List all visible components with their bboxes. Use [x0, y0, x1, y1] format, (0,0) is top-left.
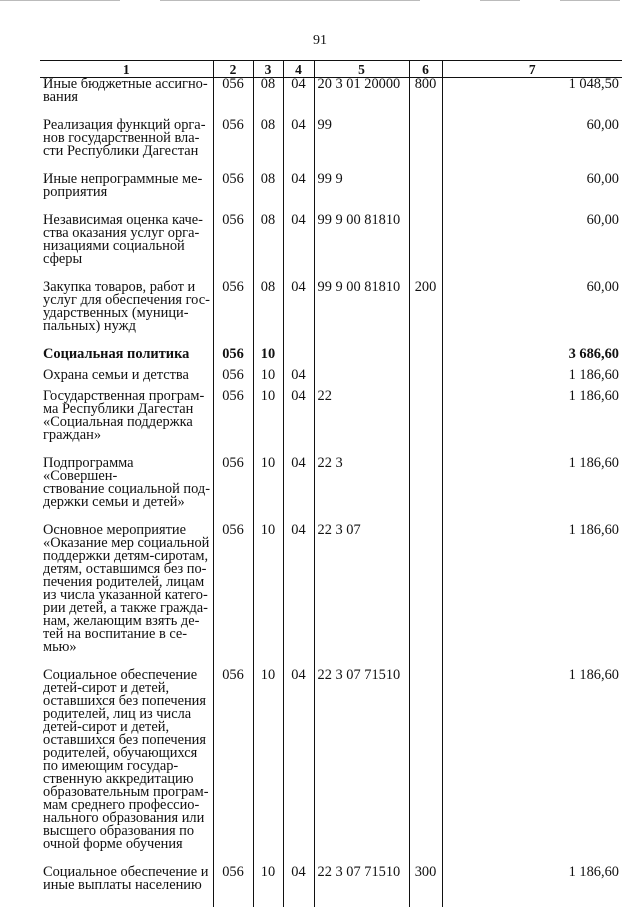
cell-subsection-code: 04 — [283, 524, 314, 669]
cell-name-line: пальных) нужд — [43, 320, 211, 333]
cell-amount: 1 186,60 — [442, 369, 622, 390]
table-row — [40, 78, 622, 120]
cell-target-article: 22 3 07 71510 — [314, 866, 409, 907]
cell-target-article: 22 3 07 71510 — [314, 669, 409, 866]
table-row — [40, 669, 622, 866]
table-row — [40, 119, 622, 173]
cell-name-line: печения родителей, лицам — [43, 576, 211, 589]
cell-amount: 1 186,60 — [442, 669, 622, 866]
cell-name-line: по имеющим государ- — [43, 760, 211, 773]
budget-table — [40, 60, 622, 907]
cell-name-line: детей-сирот и детей, — [43, 721, 211, 734]
cell-name-line: ма Республики Дагестан — [43, 403, 211, 416]
table-row — [40, 866, 622, 907]
cell-name-line: Основное мероприятие — [43, 524, 211, 537]
cell-section-code: 10 — [253, 524, 283, 669]
cell-ministry-code: 056 — [213, 281, 253, 348]
cell-section-code: 10 — [253, 369, 283, 390]
cell-name-line: Социальное обеспечение и — [43, 866, 211, 879]
cell-target-article: 22 3 — [314, 457, 409, 524]
cell-ministry-code: 056 — [213, 524, 253, 669]
cell-expense-type — [409, 173, 442, 214]
header-col-1: 1 — [40, 61, 213, 78]
cell-name-line: услуг для обеспечения гос- — [43, 294, 211, 307]
cell-name-line: ударственных (муници- — [43, 307, 211, 320]
cell-name-line: Иные бюджетные ассигно- — [43, 78, 211, 91]
header-col-4: 4 — [283, 61, 314, 78]
cell-name-line: роприятия — [43, 186, 211, 199]
cell-amount: 1 186,60 — [442, 390, 622, 457]
cell-section-code: 08 — [253, 78, 283, 120]
cell-section-code: 08 — [253, 173, 283, 214]
cell-name-line: граждан» — [43, 429, 211, 442]
cell-name-line: образовательным програм- — [43, 786, 211, 799]
cell-name — [40, 281, 213, 348]
cell-target-article: 99 — [314, 119, 409, 173]
cell-subsection-code: 04 — [283, 78, 314, 120]
cell-name-line: нам, желающим взять де- — [43, 615, 211, 628]
cell-expense-type — [409, 457, 442, 524]
cell-name — [40, 457, 213, 524]
header-col-7: 7 — [442, 61, 622, 78]
cell-name-line: низациями социальной — [43, 240, 211, 253]
cell-name-line: ственную аккредитацию — [43, 773, 211, 786]
scan-top-edge — [0, 0, 640, 2]
cell-expense-type: 300 — [409, 866, 442, 907]
cell-target-article — [314, 348, 409, 369]
cell-ministry-code: 056 — [213, 78, 253, 120]
cell-name-line: иные выплаты населению — [43, 879, 211, 892]
cell-subsection-code: 04 — [283, 390, 314, 457]
cell-section-code: 10 — [253, 669, 283, 866]
cell-ministry-code: 056 — [213, 457, 253, 524]
table-row — [40, 348, 622, 369]
cell-ministry-code: 056 — [213, 173, 253, 214]
cell-name — [40, 669, 213, 866]
cell-subsection-code — [283, 348, 314, 369]
cell-name-line: поддержки детям-сиротам, — [43, 550, 211, 563]
cell-subsection-code: 04 — [283, 369, 314, 390]
cell-expense-type — [409, 214, 442, 281]
header-col-5: 5 — [314, 61, 409, 78]
cell-name-line: ства оказания услуг орга- — [43, 227, 211, 240]
header-row — [40, 61, 622, 78]
cell-amount: 60,00 — [442, 281, 622, 348]
cell-subsection-code: 04 — [283, 669, 314, 866]
cell-name-line: детям, оставшимся без по- — [43, 563, 211, 576]
cell-name-line: держки семьи и детей» — [43, 496, 211, 509]
cell-amount: 1 186,60 — [442, 524, 622, 669]
cell-ministry-code: 056 — [213, 369, 253, 390]
cell-subsection-code: 04 — [283, 866, 314, 907]
cell-ministry-code: 056 — [213, 866, 253, 907]
header-col-6: 6 — [409, 61, 442, 78]
cell-name — [40, 119, 213, 173]
cell-name-line: Охрана семьи и детства — [43, 369, 211, 382]
cell-ministry-code: 056 — [213, 669, 253, 866]
cell-name — [40, 369, 213, 390]
cell-name-line: Социальное обеспечение — [43, 669, 211, 682]
cell-name-line: оставшихся без попечения — [43, 734, 211, 747]
cell-name-line: очной форме обучения — [43, 838, 211, 851]
cell-name-line: «Оказание мер социальной — [43, 537, 211, 550]
cell-amount: 3 686,60 — [442, 348, 622, 369]
cell-section-code: 08 — [253, 119, 283, 173]
cell-name-line: детей-сирот и детей, — [43, 682, 211, 695]
cell-subsection-code: 04 — [283, 281, 314, 348]
cell-name-line: Иные непрограммные ме- — [43, 173, 211, 186]
cell-name-line: Реализация функций орга- — [43, 119, 211, 132]
cell-name-line: Закупка товаров, работ и — [43, 281, 211, 294]
table-row — [40, 457, 622, 524]
table-body — [40, 78, 622, 907]
cell-name-line: рии детей, а также гражда- — [43, 602, 211, 615]
cell-ministry-code: 056 — [213, 119, 253, 173]
cell-name — [40, 214, 213, 281]
cell-amount: 60,00 — [442, 214, 622, 281]
cell-amount: 1 186,60 — [442, 866, 622, 907]
cell-ministry-code: 056 — [213, 214, 253, 281]
cell-name-line: оставшихся без попечения — [43, 695, 211, 708]
cell-name — [40, 390, 213, 457]
cell-expense-type — [409, 524, 442, 669]
cell-name-line: Социальная политика — [43, 348, 211, 361]
table-row — [40, 369, 622, 390]
cell-target-article: 22 — [314, 390, 409, 457]
cell-name-line: Государственная програм- — [43, 390, 211, 403]
cell-name-line: Подпрограмма «Совершен- — [43, 457, 211, 483]
cell-target-article — [314, 369, 409, 390]
cell-target-article: 22 3 07 — [314, 524, 409, 669]
cell-section-code: 10 — [253, 866, 283, 907]
cell-subsection-code: 04 — [283, 173, 314, 214]
cell-name-line: тей на воспитание в се- — [43, 628, 211, 641]
table-row — [40, 214, 622, 281]
cell-name-line: высшего образования по — [43, 825, 211, 838]
cell-target-article: 99 9 00 81810 — [314, 214, 409, 281]
cell-subsection-code: 04 — [283, 457, 314, 524]
cell-name-line: мам среднего профессио- — [43, 799, 211, 812]
cell-name-line: мью» — [43, 641, 211, 654]
table-row — [40, 524, 622, 669]
cell-section-code: 10 — [253, 348, 283, 369]
header-col-3: 3 — [253, 61, 283, 78]
cell-section-code: 08 — [253, 281, 283, 348]
cell-expense-type — [409, 348, 442, 369]
cell-name-line: нов государственной вла- — [43, 132, 211, 145]
cell-expense-type — [409, 390, 442, 457]
cell-expense-type — [409, 119, 442, 173]
cell-name-line: ствование социальной под- — [43, 483, 211, 496]
cell-section-code: 10 — [253, 457, 283, 524]
table-row — [40, 281, 622, 348]
cell-subsection-code: 04 — [283, 214, 314, 281]
cell-name-line: из числа указанной катего- — [43, 589, 211, 602]
cell-target-article: 20 3 01 20000 — [314, 78, 409, 120]
cell-name — [40, 173, 213, 214]
cell-expense-type: 800 — [409, 78, 442, 120]
cell-name-line: родителей, обучающихся — [43, 747, 211, 760]
header-col-2: 2 — [213, 61, 253, 78]
page-number: 91 — [0, 33, 640, 49]
cell-name-line: «Социальная поддержка — [43, 416, 211, 429]
cell-name-line: родителей, лиц из числа — [43, 708, 211, 721]
cell-name-line: вания — [43, 91, 211, 104]
cell-name — [40, 866, 213, 907]
cell-target-article: 99 9 — [314, 173, 409, 214]
cell-name-line: сти Республики Дагестан — [43, 145, 211, 158]
cell-section-code: 08 — [253, 214, 283, 281]
cell-amount: 1 186,60 — [442, 457, 622, 524]
cell-ministry-code: 056 — [213, 348, 253, 369]
cell-name-line: Независимая оценка каче- — [43, 214, 211, 227]
cell-expense-type: 200 — [409, 281, 442, 348]
table-row — [40, 173, 622, 214]
cell-name — [40, 78, 213, 120]
cell-ministry-code: 056 — [213, 390, 253, 457]
cell-subsection-code: 04 — [283, 119, 314, 173]
cell-amount: 60,00 — [442, 119, 622, 173]
table-row — [40, 390, 622, 457]
cell-amount: 1 048,50 — [442, 78, 622, 120]
cell-expense-type — [409, 369, 442, 390]
cell-amount: 60,00 — [442, 173, 622, 214]
cell-name-line: нального образования или — [43, 812, 211, 825]
cell-name — [40, 524, 213, 669]
cell-expense-type — [409, 669, 442, 866]
cell-section-code: 10 — [253, 390, 283, 457]
cell-name — [40, 348, 213, 369]
cell-name-line: сферы — [43, 253, 211, 266]
cell-target-article: 99 9 00 81810 — [314, 281, 409, 348]
